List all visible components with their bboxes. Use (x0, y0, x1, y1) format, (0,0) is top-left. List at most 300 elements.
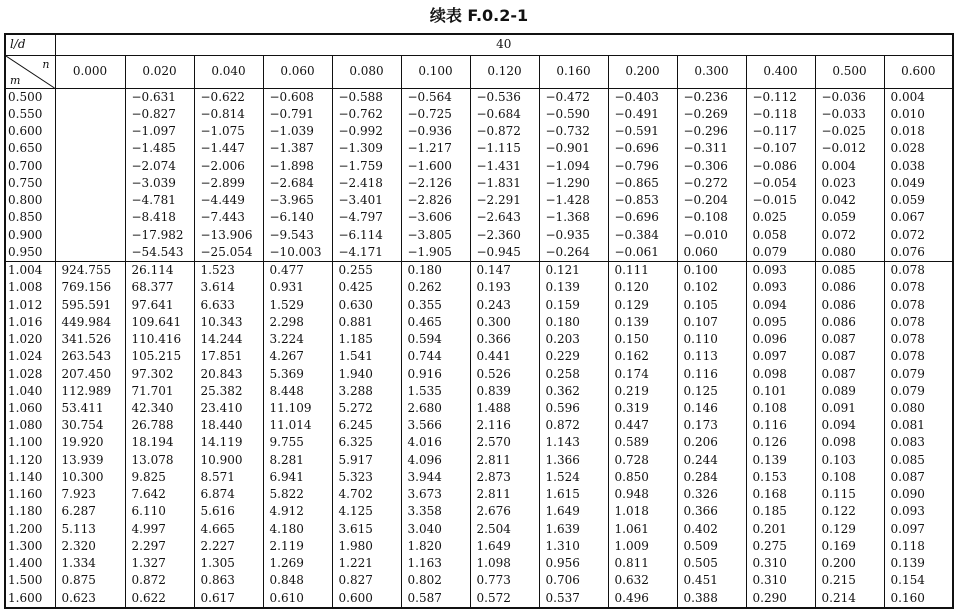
table-cell: 1.523 (194, 262, 263, 280)
table-cell: −25.054 (194, 244, 263, 262)
m-value-cell: 1.600 (5, 589, 55, 608)
table-cell: −2.291 (470, 192, 539, 209)
table-cell: 0.079 (884, 383, 953, 400)
table-cell: 0.572 (470, 589, 539, 608)
table-cell: 0.362 (539, 383, 608, 400)
table-cell: 1.098 (470, 555, 539, 572)
table-cell: −0.536 (470, 88, 539, 106)
table-cell: 1.820 (401, 538, 470, 555)
table-cell: 13.078 (125, 452, 194, 469)
table-cell: 1.334 (55, 555, 125, 572)
table-cell: 0.262 (401, 279, 470, 296)
table-cell: −9.543 (263, 226, 332, 243)
table-cell: −0.025 (815, 123, 884, 140)
n-header-cell: 0.400 (746, 55, 815, 88)
table-cell: 0.863 (194, 572, 263, 589)
table-cell: 0.773 (470, 572, 539, 589)
table-cell: −0.935 (539, 226, 608, 243)
m-value-cell: 0.700 (5, 158, 55, 175)
table-cell: 0.025 (746, 209, 815, 226)
table-cell: 3.358 (401, 503, 470, 520)
table-cell: 0.103 (815, 452, 884, 469)
table-cell: 0.129 (815, 520, 884, 537)
table-cell: 0.496 (608, 589, 677, 608)
m-label: m (10, 73, 21, 87)
table-cell: −4.797 (332, 209, 401, 226)
table-cell: 0.072 (884, 226, 953, 243)
table-cell: 6.874 (194, 486, 263, 503)
table-row (5, 106, 953, 123)
table-cell (55, 175, 125, 192)
table-cell: 0.078 (884, 331, 953, 348)
table-cell: −3.039 (125, 175, 194, 192)
table-cell: 1.524 (539, 469, 608, 486)
table-cell: 0.098 (746, 365, 815, 382)
table-cell: 0.214 (815, 589, 884, 608)
table-cell: 0.425 (332, 279, 401, 296)
table-cell: 30.754 (55, 417, 125, 434)
table-cell: 6.325 (332, 434, 401, 451)
table-cell: −0.472 (539, 88, 608, 106)
table-cell: 0.160 (884, 589, 953, 608)
table-cell: −4.781 (125, 192, 194, 209)
table-cell: 0.174 (608, 365, 677, 382)
m-value-cell: 0.950 (5, 244, 55, 262)
table-cell: −0.311 (677, 140, 746, 157)
table-cell: 5.822 (263, 486, 332, 503)
table-cell: 53.411 (55, 400, 125, 417)
table-cell: 0.180 (539, 314, 608, 331)
table-cell: 0.623 (55, 589, 125, 608)
table-cell: 4.702 (332, 486, 401, 503)
table-cell: 0.087 (815, 348, 884, 365)
table-cell: −0.036 (815, 88, 884, 106)
table-row (5, 469, 953, 486)
table-row (5, 383, 953, 400)
table-cell: 3.615 (332, 520, 401, 537)
table-cell: 1.269 (263, 555, 332, 572)
table-cell: 0.203 (539, 331, 608, 348)
table-cell: 0.243 (470, 297, 539, 314)
table-cell: −0.732 (539, 123, 608, 140)
table-cell: 0.632 (608, 572, 677, 589)
table-cell: −0.272 (677, 175, 746, 192)
table-cell: 0.931 (263, 279, 332, 296)
table-cell: 97.302 (125, 365, 194, 382)
table-cell: 1.305 (194, 555, 263, 572)
table-cell: 0.310 (746, 572, 815, 589)
table-row (5, 486, 953, 503)
table-cell: 0.083 (884, 434, 953, 451)
table-cell: 0.850 (608, 469, 677, 486)
table-cell: 0.600 (332, 589, 401, 608)
table-cell: 5.917 (332, 452, 401, 469)
table-cell (55, 106, 125, 123)
table-row (5, 572, 953, 589)
table-cell: 0.096 (746, 331, 815, 348)
table-cell: 3.614 (194, 279, 263, 296)
table-cell: −1.217 (401, 140, 470, 157)
table-cell: 0.004 (815, 158, 884, 175)
table-cell: −0.591 (608, 123, 677, 140)
table-cell: 8.571 (194, 469, 263, 486)
table-cell: 4.912 (263, 503, 332, 520)
table-cell: 0.168 (746, 486, 815, 503)
table-cell: 4.016 (401, 434, 470, 451)
table-cell: 11.014 (263, 417, 332, 434)
table-cell: 2.811 (470, 486, 539, 503)
table-cell: 1.143 (539, 434, 608, 451)
table-cell: 0.078 (884, 262, 953, 280)
table-cell: 0.076 (884, 244, 953, 262)
table-cell: −0.608 (263, 88, 332, 106)
table-cell: 9.825 (125, 469, 194, 486)
table-cell: −6.114 (332, 226, 401, 243)
table-cell: 769.156 (55, 279, 125, 296)
table-cell: 3.566 (401, 417, 470, 434)
table-cell: 0.038 (884, 158, 953, 175)
table-cell: 0.916 (401, 365, 470, 382)
table-cell: 0.229 (539, 348, 608, 365)
table-cell: −0.590 (539, 106, 608, 123)
table-cell: 0.093 (746, 279, 815, 296)
m-value-cell: 1.180 (5, 503, 55, 520)
table-cell (55, 192, 125, 209)
table-cell: 4.125 (332, 503, 401, 520)
table-cell: 341.526 (55, 331, 125, 348)
table-cell: 68.377 (125, 279, 194, 296)
m-value-cell: 0.750 (5, 175, 55, 192)
table-cell: −0.086 (746, 158, 815, 175)
table-cell: −0.696 (608, 140, 677, 157)
table-cell: 0.875 (55, 572, 125, 589)
table-cell: 0.872 (125, 572, 194, 589)
table-cell: 0.622 (125, 589, 194, 608)
table-row (5, 520, 953, 537)
table-cell: 0.537 (539, 589, 608, 608)
table-cell: −0.865 (608, 175, 677, 192)
table-cell: 0.116 (677, 365, 746, 382)
table-cell: 0.120 (608, 279, 677, 296)
table-cell: 0.185 (746, 503, 815, 520)
table-cell: 0.080 (884, 400, 953, 417)
table-cell: 7.642 (125, 486, 194, 503)
table-cell: −0.306 (677, 158, 746, 175)
table-cell: −1.447 (194, 140, 263, 157)
table-cell: 20.843 (194, 365, 263, 382)
table-row (5, 348, 953, 365)
table-cell (55, 88, 125, 106)
table-cell: 0.078 (884, 314, 953, 331)
table-cell: 0.086 (815, 279, 884, 296)
table-cell: 0.244 (677, 452, 746, 469)
table-cell: 2.873 (470, 469, 539, 486)
table-cell: −0.264 (539, 244, 608, 262)
table-cell: 0.154 (884, 572, 953, 589)
table-cell: 112.989 (55, 383, 125, 400)
table-cell: 1.649 (470, 538, 539, 555)
table-cell: 0.126 (746, 434, 815, 451)
m-value-cell: 0.900 (5, 226, 55, 243)
m-value-cell: 1.016 (5, 314, 55, 331)
table-cell: −0.631 (125, 88, 194, 106)
table-cell: 1.940 (332, 365, 401, 382)
table-row (5, 297, 953, 314)
table-cell: −0.796 (608, 158, 677, 175)
table-cell: 0.078 (884, 297, 953, 314)
table-cell: −2.360 (470, 226, 539, 243)
table-cell: −0.696 (608, 209, 677, 226)
table-cell (55, 158, 125, 175)
table-cell: 19.920 (55, 434, 125, 451)
table-cell: 3.944 (401, 469, 470, 486)
table-cell: 11.109 (263, 400, 332, 417)
m-value-cell: 1.080 (5, 417, 55, 434)
table-cell: −13.906 (194, 226, 263, 243)
table-cell: 0.284 (677, 469, 746, 486)
table-cell: 0.067 (884, 209, 953, 226)
table-cell: 1.535 (401, 383, 470, 400)
table-cell: 23.410 (194, 400, 263, 417)
table-cell: −0.061 (608, 244, 677, 262)
table-cell: 0.290 (746, 589, 815, 608)
table-cell: −1.309 (332, 140, 401, 157)
table-row (5, 262, 953, 280)
m-value-cell: 1.100 (5, 434, 55, 451)
table-cell: 4.180 (263, 520, 332, 537)
table-cell: 0.087 (884, 469, 953, 486)
table-cell: −6.140 (263, 209, 332, 226)
table-cell: 0.173 (677, 417, 746, 434)
table-cell: 0.319 (608, 400, 677, 417)
table-cell: 5.323 (332, 469, 401, 486)
table-cell: 0.115 (815, 486, 884, 503)
table-cell: −0.012 (815, 140, 884, 157)
table-cell: 0.094 (815, 417, 884, 434)
table-row (5, 538, 953, 555)
table-cell: 0.326 (677, 486, 746, 503)
ld-header-value: 40 (55, 34, 953, 55)
table-cell: −0.107 (746, 140, 815, 157)
m-value-cell: 1.040 (5, 383, 55, 400)
table-cell: 2.298 (263, 314, 332, 331)
table-cell: 1.488 (470, 400, 539, 417)
table-cell: 1.061 (608, 520, 677, 537)
table-cell: 4.997 (125, 520, 194, 537)
table-cell: 0.125 (677, 383, 746, 400)
table-cell: −0.204 (677, 192, 746, 209)
n-m-diagonal-cell (5, 55, 55, 88)
m-value-cell: 1.060 (5, 400, 55, 417)
table-cell: 1.310 (539, 538, 608, 555)
m-value-cell: 1.020 (5, 331, 55, 348)
table-cell: 263.543 (55, 348, 125, 365)
table-cell: 0.095 (746, 314, 815, 331)
table-cell: 0.079 (746, 244, 815, 262)
table-cell: 0.509 (677, 538, 746, 555)
table-cell: 0.147 (470, 262, 539, 280)
m-value-cell: 0.550 (5, 106, 55, 123)
n-header-cell: 0.500 (815, 55, 884, 88)
table-cell: 5.616 (194, 503, 263, 520)
table-cell: 2.504 (470, 520, 539, 537)
table-row (5, 209, 953, 226)
table-row (5, 365, 953, 382)
table-cell: 0.097 (884, 520, 953, 537)
table-cell: 924.755 (55, 262, 125, 280)
table-cell: 0.215 (815, 572, 884, 589)
table-cell: 0.169 (815, 538, 884, 555)
table-title: 续表 F.0.2-1 (429, 6, 529, 25)
table-cell: 0.275 (746, 538, 815, 555)
table-cell: −1.905 (401, 244, 470, 262)
table-cell: 0.086 (815, 314, 884, 331)
table-cell: −54.543 (125, 244, 194, 262)
table-cell: 4.096 (401, 452, 470, 469)
table-cell: −0.622 (194, 88, 263, 106)
table-cell: 0.097 (746, 348, 815, 365)
table-cell: −2.826 (401, 192, 470, 209)
table-cell: 0.150 (608, 331, 677, 348)
table-row (5, 314, 953, 331)
table-cell: −1.039 (263, 123, 332, 140)
n-header-cell: 0.020 (125, 55, 194, 88)
table-cell: 0.086 (815, 297, 884, 314)
table-cell: 109.641 (125, 314, 194, 331)
table-cell: −0.117 (746, 123, 815, 140)
table-cell: 6.245 (332, 417, 401, 434)
n-header-cell: 0.080 (332, 55, 401, 88)
n-header-cell: 0.060 (263, 55, 332, 88)
n-label: n (42, 57, 50, 71)
m-value-cell: 1.012 (5, 297, 55, 314)
table-cell: −2.899 (194, 175, 263, 192)
table-cell: 0.206 (677, 434, 746, 451)
table-cell: −0.403 (608, 88, 677, 106)
table-cell: 8.281 (263, 452, 332, 469)
table-cell: 2.297 (125, 538, 194, 555)
ld-header-label: l/d (5, 34, 55, 55)
table-cell: 0.094 (746, 297, 815, 314)
table-cell: 7.923 (55, 486, 125, 503)
table-cell: 1.980 (332, 538, 401, 555)
table-row (5, 400, 953, 417)
table-cell: 0.139 (539, 279, 608, 296)
table-cell: 0.310 (746, 555, 815, 572)
table-cell: 18.194 (125, 434, 194, 451)
table-row (5, 452, 953, 469)
table-cell: −0.296 (677, 123, 746, 140)
table-cell: 0.153 (746, 469, 815, 486)
table-cell: 10.343 (194, 314, 263, 331)
table-cell: −0.945 (470, 244, 539, 262)
table-cell: 0.018 (884, 123, 953, 140)
table-cell: 0.028 (884, 140, 953, 157)
table-cell: 0.113 (677, 348, 746, 365)
table-cell: 2.227 (194, 538, 263, 555)
table-cell: 0.078 (884, 348, 953, 365)
table-cell: 14.119 (194, 434, 263, 451)
table-cell: −1.097 (125, 123, 194, 140)
table-cell: −0.118 (746, 106, 815, 123)
table-cell: −2.418 (332, 175, 401, 192)
table-cell: 0.129 (608, 297, 677, 314)
m-value-cell: 0.800 (5, 192, 55, 209)
table-cell: −1.485 (125, 140, 194, 157)
table-cell: 0.200 (815, 555, 884, 572)
table-cell: 0.091 (815, 400, 884, 417)
n-header-cell: 0.120 (470, 55, 539, 88)
table-cell (55, 140, 125, 157)
table-row (5, 88, 953, 106)
m-value-cell: 1.200 (5, 520, 55, 537)
table-cell: 0.122 (815, 503, 884, 520)
table-cell: −7.443 (194, 209, 263, 226)
table-cell: 2.570 (470, 434, 539, 451)
table-cell: 2.119 (263, 538, 332, 555)
table-cell: 0.201 (746, 520, 815, 537)
table-cell: −0.384 (608, 226, 677, 243)
n-header-cell: 0.600 (884, 55, 953, 88)
table-cell: 105.215 (125, 348, 194, 365)
table-cell: −2.074 (125, 158, 194, 175)
table-cell (55, 244, 125, 262)
table-cell: −0.814 (194, 106, 263, 123)
table-cell: 4.665 (194, 520, 263, 537)
table-cell: 42.340 (125, 400, 194, 417)
m-value-cell: 1.028 (5, 365, 55, 382)
table-cell: −1.115 (470, 140, 539, 157)
table-cell: −10.003 (263, 244, 332, 262)
table-cell: −0.269 (677, 106, 746, 123)
table-cell: 110.416 (125, 331, 194, 348)
table-cell: 1.615 (539, 486, 608, 503)
table-cell: 1.639 (539, 520, 608, 537)
table-cell: 0.388 (677, 589, 746, 608)
table-cell: 17.851 (194, 348, 263, 365)
table-cell (55, 209, 125, 226)
m-value-cell: 1.008 (5, 279, 55, 296)
table-cell: 0.505 (677, 555, 746, 572)
table-cell: 0.300 (470, 314, 539, 331)
table-cell: 449.984 (55, 314, 125, 331)
n-header-row (5, 55, 953, 88)
table-cell: 0.042 (815, 192, 884, 209)
table-cell: 0.355 (401, 297, 470, 314)
table-cell: −0.015 (746, 192, 815, 209)
table-cell: 1.163 (401, 555, 470, 572)
table-cell: 0.587 (401, 589, 470, 608)
table-cell: 0.193 (470, 279, 539, 296)
table-row (5, 140, 953, 157)
table-cell: 0.087 (815, 331, 884, 348)
table-cell: 0.948 (608, 486, 677, 503)
table-cell: 2.676 (470, 503, 539, 520)
table-cell: −3.401 (332, 192, 401, 209)
coefficient-table (4, 33, 954, 609)
table-row (5, 331, 953, 348)
table-cell: 0.118 (884, 538, 953, 555)
table-cell: 71.701 (125, 383, 194, 400)
table-cell: 0.162 (608, 348, 677, 365)
table-cell: 0.085 (815, 262, 884, 280)
table-cell: 0.827 (332, 572, 401, 589)
m-value-cell: 0.850 (5, 209, 55, 226)
table-cell: −2.006 (194, 158, 263, 175)
table-cell: 1.009 (608, 538, 677, 555)
table-cell: 0.111 (608, 262, 677, 280)
n-header-cell: 0.200 (608, 55, 677, 88)
